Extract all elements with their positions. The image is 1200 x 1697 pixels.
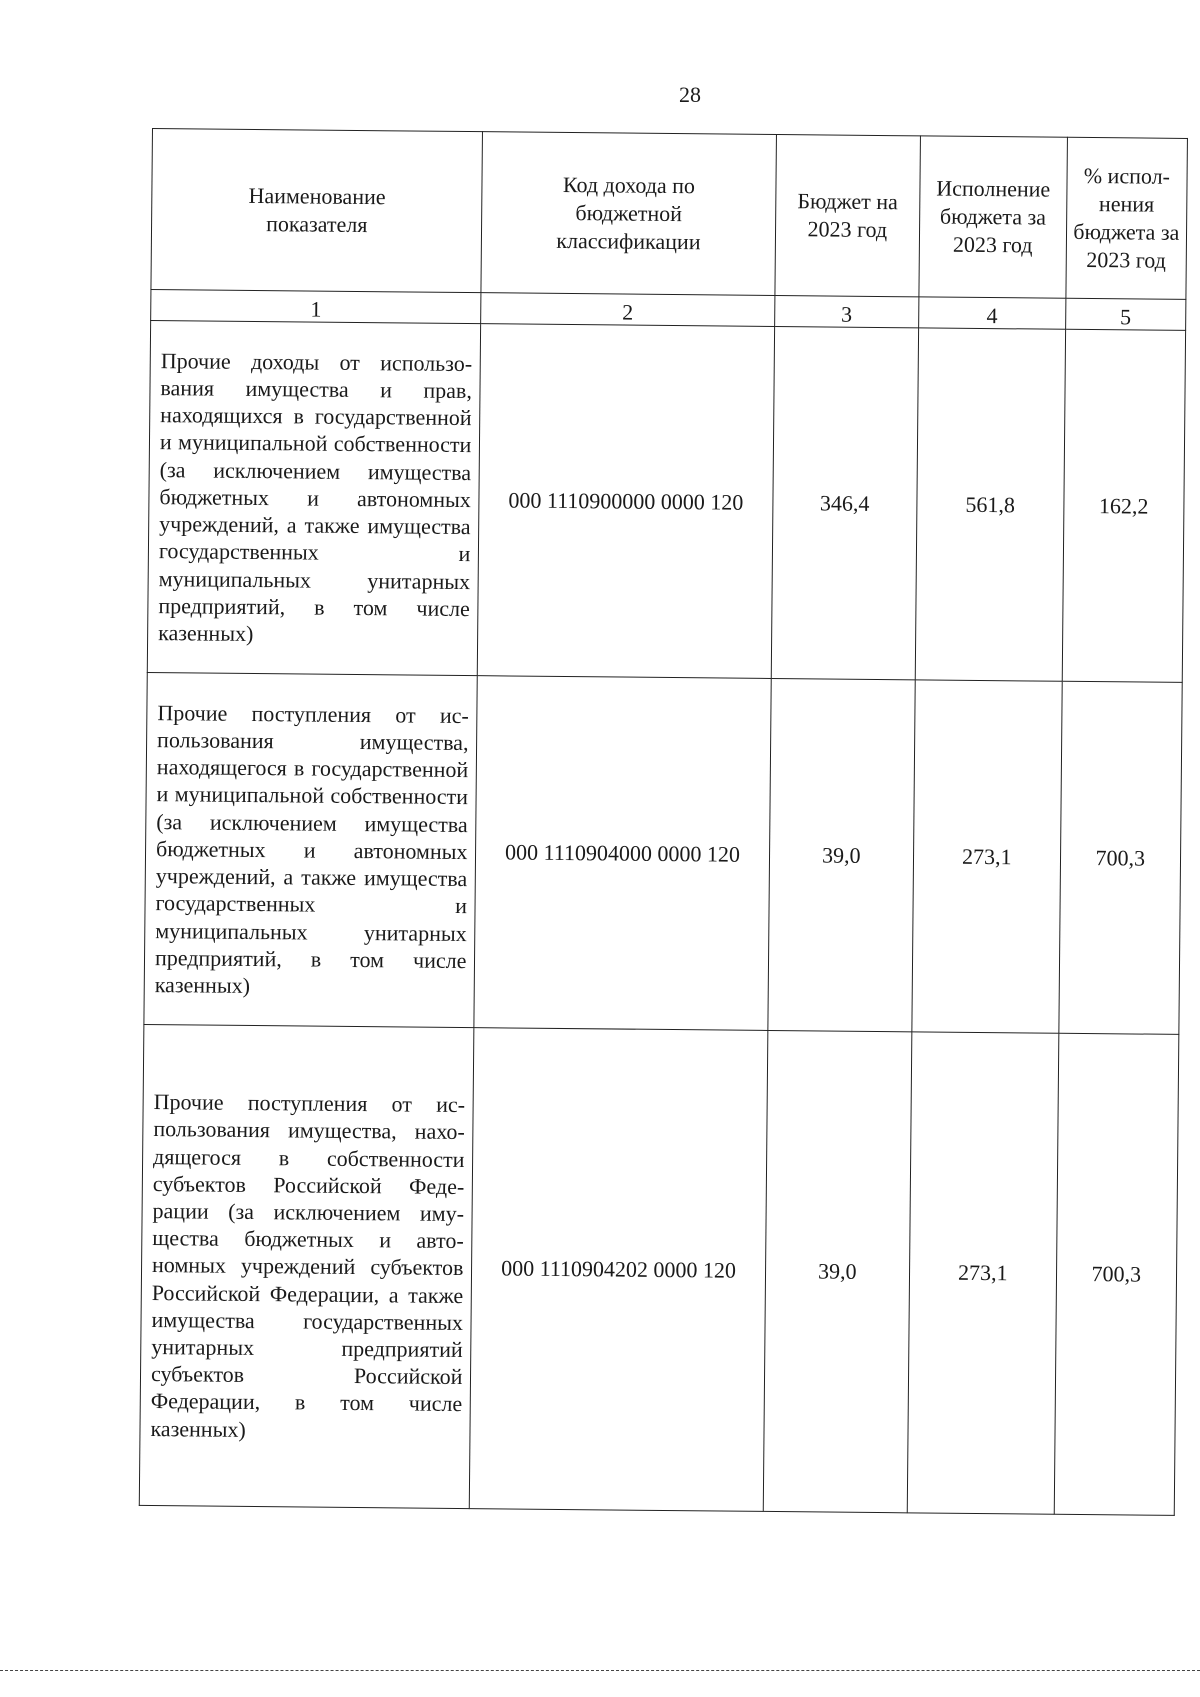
header-execution: Исполнение бюджета за 2023 год [919, 136, 1067, 298]
header-indicator-name: Наименование показателя [151, 129, 483, 293]
income-code-cell: 000 1110900000 0000 120 [478, 324, 775, 679]
budget-table [139, 128, 1188, 1516]
header-row [151, 129, 1187, 300]
percent-cell: 700,3 [1058, 681, 1182, 1034]
column-number: 5 [1065, 298, 1186, 330]
column-number: 3 [774, 295, 919, 327]
percent-cell: 162,2 [1062, 329, 1186, 682]
budget-table-container [139, 128, 1188, 1516]
header-percent: % испол-нения бюджета за 2023 год [1066, 137, 1188, 299]
header-budget: Бюджет на 2023 год [775, 134, 921, 296]
execution-cell: 273,1 [907, 1032, 1058, 1514]
indicator-name-cell: Прочие доходы от использования имущества и прав, находящихся в государственной и муниципальной собственности (за исключением имущества бюджетных и автономных учреждений, а также имущества государственных и муниципальных унитарных предприятий, в том числе казенных) [147, 320, 481, 675]
table-row [147, 320, 1185, 682]
execution-cell: 273,1 [912, 680, 1062, 1033]
percent-cell: 700,3 [1054, 1033, 1179, 1515]
table-row [144, 672, 1182, 1034]
budget-cell: 39,0 [767, 678, 915, 1031]
header-income-code: Код дохода по бюджетной классификации [481, 132, 776, 296]
column-number: 2 [481, 293, 774, 327]
column-number: 1 [151, 289, 482, 323]
execution-cell: 561,8 [915, 328, 1065, 681]
indicator-name-cell: Прочие поступления от использования имущества, находящегося в государственной и муниципальной собственности (за исключением имущества бюджетных и автономных учреждений, а также имущества государственных и муниципальных унитарных предприятий, в том числе казенных) [144, 672, 478, 1027]
income-code-cell: 000 1110904202 0000 120 [470, 1028, 768, 1512]
page-number: 28 [679, 82, 701, 107]
budget-cell: 346,4 [771, 326, 919, 679]
table-row [139, 1024, 1179, 1515]
budget-cell: 39,0 [763, 1030, 912, 1512]
scan-edge-line [0, 1670, 1200, 1671]
income-code-cell: 000 1110904000 0000 120 [474, 676, 771, 1031]
column-number: 4 [919, 297, 1066, 329]
indicator-name-cell: Прочие поступления от использования имущества, находящегося в собственности субъектов Российской Федерации (за исключением имущества бюджетных и автономных учреждений субъектов Российской Федерации, а также имущества государственных унитарных предприятий субъектов Российской Федерации, в том числе казенных) [139, 1024, 474, 1508]
